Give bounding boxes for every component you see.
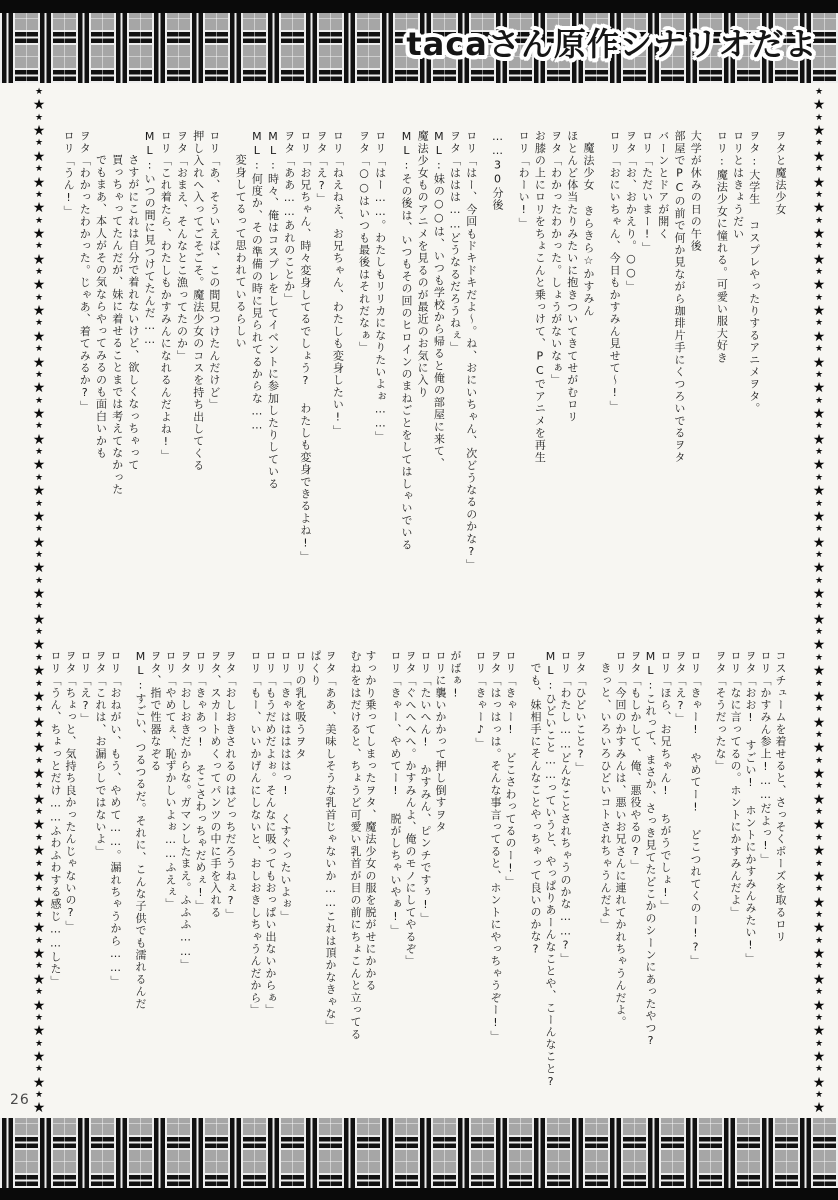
star-icon: ★: [812, 380, 826, 397]
script-line: ロリの乳を吸うヲタ: [294, 650, 307, 760]
star-icon: ★: [812, 483, 826, 500]
star-icon: ★: [812, 843, 826, 860]
star-icon: ★: [34, 421, 44, 432]
star-icon: ★: [32, 380, 46, 397]
star-icon: ★: [814, 601, 824, 612]
star-icon: ★: [34, 575, 44, 586]
script-line: ML:時々、俺はコスプレをしてイベントに参加したりしている: [266, 130, 280, 490]
star-icon: ★: [32, 740, 46, 757]
script-line: ロリ「今回のかすみんは、悪いお兄さんに連れてかれちゃうんだよ。: [614, 650, 627, 1029]
star-icon: ★: [812, 766, 826, 783]
script-line: ML:これって、まさか、さっき見てたどこかのシーンにあったやつ?: [644, 650, 657, 1049]
script-line: ML:妹の○○は、いつも学校から帰ると俺の部屋に来て、: [432, 130, 446, 470]
star-icon: ★: [32, 791, 46, 808]
star-icon: ★: [812, 740, 826, 757]
star-icon: ★: [812, 997, 826, 1014]
star-icon: ★: [814, 241, 824, 252]
script-line: 魔法少女ものアニメを見るのが最近のお気に入り: [416, 130, 430, 399]
star-icon: ★: [34, 472, 44, 483]
star-icon: ★: [32, 714, 46, 731]
star-icon: ★: [814, 447, 824, 458]
script-line: お膝の上にロリをちょこんと乗っけて、PCでアニメを再生: [533, 130, 547, 464]
star-icon: ★: [812, 97, 826, 114]
star-icon: ★: [34, 858, 44, 869]
star-icon: ★: [34, 344, 44, 355]
star-icon: ★: [814, 961, 824, 972]
script-line: ロリ「きゃー♪」: [474, 650, 487, 750]
script-line: すっかり乗ってしまったヲタ、魔法少女の服を脱がせにかかる: [364, 650, 377, 992]
star-icon: ★: [814, 1038, 824, 1049]
script-line: 買っちゃってたんだが、妹に着せることまでは考えてなかった: [110, 154, 124, 496]
star-icon: ★: [814, 318, 824, 329]
star-icon: ★: [34, 112, 44, 123]
star-icon: ★: [814, 755, 824, 766]
star-icon: ★: [814, 112, 824, 123]
star-icon: ★: [812, 560, 826, 577]
script-line: ML:何度か、その準備の時に見られてるからな……: [250, 130, 264, 433]
script-block-bottom: [40, 650, 788, 1112]
script-line: ロリ「はー、今回もドキドキだよ〜。ね、おにいちゃん、次どうなるのかな?」: [464, 130, 478, 572]
star-icon: ★: [32, 251, 46, 268]
star-icon: ★: [32, 483, 46, 500]
star-icon: ★: [814, 498, 824, 509]
script-line: ヲタ「わかったわかった。じゃあ、着てみるか?」: [78, 130, 92, 413]
script-line: ロリ「やめてぇ、恥ずかしいよぉ……ふえぇ」: [164, 650, 177, 911]
star-icon: ★: [34, 935, 44, 946]
star-icon: ★: [814, 472, 824, 483]
star-icon: ★: [812, 354, 826, 371]
star-icon: ★: [32, 586, 46, 603]
script-line: ロリ「わーい!」: [517, 130, 531, 230]
script-line: ロリ「きゃー、やめてー! 脱がしちゃいやぁ!」: [389, 650, 402, 937]
star-icon: ★: [32, 457, 46, 474]
page-number: 26: [10, 1092, 30, 1108]
star-icon: ★: [34, 215, 44, 226]
top-black-edge: [0, 0, 838, 13]
script-line: ヲタ「おしおきされるのはどっちだろうねぇ?」: [224, 650, 237, 921]
star-icon: ★: [814, 704, 824, 715]
star-icon: ★: [32, 611, 46, 628]
star-icon: ★: [812, 946, 826, 963]
star-icon: ★: [32, 1074, 46, 1091]
star-icon: ★: [814, 884, 824, 895]
star-icon: ★: [32, 971, 46, 988]
star-icon: ★: [34, 704, 44, 715]
star-icon: ★: [814, 832, 824, 843]
star-icon: ★: [32, 1023, 46, 1040]
script-line: ロリ「おにいちゃん、今日もかすみん見せて〜!」: [608, 130, 622, 413]
star-icon: ★: [812, 534, 826, 551]
script-line: ロリ「かすみん参上!……だよっ!」: [759, 650, 772, 866]
star-icon: ★: [32, 688, 46, 705]
star-icon: ★: [812, 328, 826, 345]
star-icon: ★: [32, 946, 46, 963]
star-icon: ★: [32, 843, 46, 860]
star-icon: ★: [34, 1064, 44, 1075]
star-icon: ★: [34, 832, 44, 843]
star-icon: ★: [34, 369, 44, 380]
script-line: ヲタ「え?」: [674, 650, 687, 726]
star-icon: ★: [812, 431, 826, 448]
star-icon: ★: [814, 1090, 824, 1101]
script-line: ロリに襲いかかって押し倒すヲタ: [434, 650, 447, 833]
script-line: 部屋でPCの前で何か見ながら珈琲片手にくつろいでるヲタ: [672, 130, 686, 464]
star-icon: ★: [32, 97, 46, 114]
star-icon: ★: [812, 123, 826, 140]
star-icon: ★: [812, 611, 826, 628]
script-line: ML:いつの間に見つけてたんだ……: [143, 130, 157, 348]
star-icon: ★: [812, 586, 826, 603]
star-icon: ★: [812, 817, 826, 834]
star-icon: ★: [34, 1090, 44, 1101]
script-line: でもまあ、本人がその気ならやってみるのも面白いかも: [94, 154, 108, 459]
star-icon: ★: [814, 549, 824, 560]
star-icon: ★: [32, 328, 46, 345]
star-icon: ★: [34, 652, 44, 663]
script-line: 大学が休みの日の午後: [689, 130, 703, 252]
script-line: さすがにこれは自分で着れないけど、欲しくなっちゃって: [126, 154, 140, 472]
star-icon: ★: [34, 781, 44, 792]
script-line: ロリ「あ、そういえば、この間見つけたんだけど」: [207, 130, 221, 411]
star-icon: ★: [34, 678, 44, 689]
script-line: ロリ「きゃはははははっ! くすぐったいよぉ」: [279, 650, 292, 923]
script-line: ヲタ、スカートめくってパンツの中に手を入れる: [209, 650, 222, 919]
star-icon: ★: [814, 1012, 824, 1023]
star-icon: ★: [812, 508, 826, 525]
star-icon: ★: [32, 303, 46, 320]
script-line: 変身してるって思われているらしい: [234, 154, 248, 350]
star-icon: ★: [814, 935, 824, 946]
star-icon: ★: [812, 148, 826, 165]
star-icon: ★: [814, 395, 824, 406]
script-line: ロリ「もうだめだよぉ。そんなに吸ってもおっぱい出ないからぁ」: [264, 650, 277, 1016]
star-icon: ★: [32, 508, 46, 525]
star-icon: ★: [34, 524, 44, 535]
script-line: ロリ「きゃー! どこさわってるのー!」: [504, 650, 517, 888]
script-line: ヲタ「ははは……どうなるだろうねぇ」: [448, 130, 462, 354]
star-icon: ★: [812, 868, 826, 885]
star-icon: ★: [812, 1023, 826, 1040]
star-icon: ★: [32, 148, 46, 165]
star-icon: ★: [814, 910, 824, 920]
script-line: ぱくり: [309, 650, 322, 687]
star-icon: ★: [814, 215, 824, 226]
star-icon: ★: [812, 971, 826, 988]
star-icon: ★: [814, 87, 824, 97]
star-icon: ★: [32, 894, 46, 911]
script-line: ロリ「もー、いいかげんにしないと、おしおきしちゃうんだから」: [249, 650, 262, 1016]
script-line: ヲタ「これは、お漏らしではないよ」: [94, 650, 107, 858]
star-icon: ★: [34, 987, 44, 998]
star-icon: ★: [32, 354, 46, 371]
star-icon: ★: [32, 123, 46, 140]
star-icon: ★: [814, 652, 824, 663]
script-line: ヲタ「え?」: [315, 130, 329, 206]
star-border-right: [806, 88, 832, 1116]
script-line: ヲタ:大学生 コスプレやったりするアニメヲタ。: [747, 130, 761, 415]
star-icon: ★: [34, 884, 44, 895]
script-line: ロリ「きゃー! やめてー! どこつれてくのー!?」: [689, 650, 702, 967]
star-icon: ★: [34, 241, 44, 252]
star-icon: ★: [34, 189, 44, 200]
star-icon: ★: [34, 601, 44, 612]
star-icon: ★: [32, 431, 46, 448]
star-icon: ★: [34, 395, 44, 406]
star-icon: ★: [812, 791, 826, 808]
star-icon: ★: [814, 344, 824, 355]
bottom-plaid-band: [0, 1118, 838, 1188]
star-icon: ★: [32, 534, 46, 551]
star-icon: ★: [34, 627, 44, 638]
star-icon: ★: [814, 267, 824, 278]
star-icon: ★: [34, 292, 44, 303]
script-line: でも、妹相手にそんなことやっちゃって良いのかな?: [529, 662, 542, 957]
script-line: むねをはだけると、ちょうど可愛い乳首が目の前にちょこんと立ってる: [349, 650, 362, 1041]
star-icon: ★: [812, 200, 826, 217]
star-icon: ★: [34, 755, 44, 766]
star-icon: ★: [814, 678, 824, 689]
script-line: がばぁ!: [449, 650, 462, 701]
script-line: ロリとはきょうだい: [731, 130, 745, 240]
star-icon: ★: [812, 251, 826, 268]
script-line: ML:すごい、つるつるだ。それに、こんな子供でも濡れるんだ: [134, 650, 147, 1010]
star-icon: ★: [814, 138, 824, 149]
script-line: ロリ「わたし……どんなことされちゃうのかな……?」: [559, 650, 572, 965]
script-line: ヲタ、指で性器なぞる: [149, 650, 162, 772]
star-icon: ★: [812, 303, 826, 320]
star-icon: ★: [32, 997, 46, 1014]
script-line: ヲタ「ああ、美味しそうな乳首じゃないか……これは頂かなきゃな」: [324, 650, 337, 1033]
star-icon: ★: [32, 174, 46, 191]
star-icon: ★: [812, 277, 826, 294]
star-icon: ★: [814, 164, 824, 175]
script-line: ヲタ「はっはっは。そんな事言ってると、ホントにやっちゃうぞー!」: [489, 650, 502, 1043]
script-line: コスチュームを着せると、さっそくポーズを取るロリ: [774, 650, 787, 943]
script-line: ML:その後は、いつもその回のヒロインのまねごとをしてはしゃいでいる: [399, 130, 413, 551]
star-icon: ★: [814, 1064, 824, 1075]
star-icon: ★: [34, 729, 44, 740]
star-icon: ★: [814, 781, 824, 792]
star-icon: ★: [812, 920, 826, 937]
star-icon: ★: [34, 138, 44, 149]
star-icon: ★: [32, 920, 46, 937]
star-icon: ★: [32, 560, 46, 577]
script-line: ヲタ「もしかして、俺、悪役やるの?」: [629, 650, 642, 872]
script-line: きっと、いろいろひどいコトされちゃうんだよ」: [599, 662, 612, 931]
star-icon: ★: [34, 1038, 44, 1049]
script-line: ロリ「はー……。わたしもリリカになりたいよぉ……」: [373, 130, 387, 443]
script-line: ヲタ「おお! すごい! ホントにかすみんみたい!」: [744, 650, 757, 965]
script-line: ヲタ「お、おかえり。○○」: [624, 130, 638, 293]
script-line: ヲタ「ちょっと、気持ち良かったんじゃないの?」: [64, 650, 77, 933]
star-icon: ★: [34, 87, 44, 97]
star-icon: ★: [812, 637, 826, 654]
star-icon: ★: [32, 1100, 46, 1117]
bottom-black-edge: [0, 1188, 838, 1200]
script-line: ヲタ「そうだったな」: [714, 650, 727, 772]
star-icon: ★: [812, 663, 826, 680]
star-icon: ★: [32, 766, 46, 783]
script-line: ロリ:魔法少女に憧れる。可愛い服大好き: [715, 130, 729, 364]
script-line: ヲタ「わかったわかった。しょうがないなぁ」: [549, 130, 563, 387]
star-icon: ★: [32, 200, 46, 217]
star-icon: ★: [812, 1048, 826, 1065]
star-icon: ★: [34, 447, 44, 458]
script-line: ロリ「うん!」: [62, 130, 76, 218]
script-line: ロリ「お兄ちゃん、時々変身してるでしょう? わたしも変身できるよね!」: [298, 130, 312, 563]
script-line: ほとんど体当たりみたいに抱きついてきてせがむロリ: [565, 130, 579, 423]
star-icon: ★: [34, 961, 44, 972]
banner-title: tacaさん原作シナリオだよ: [406, 25, 818, 63]
star-icon: ★: [812, 174, 826, 191]
script-line: バーンとドアが開く: [656, 130, 670, 240]
star-icon: ★: [32, 405, 46, 422]
script-line: ロリ「ただいまー!」: [640, 130, 654, 254]
script-line: ロリ「ねえねえ、お兄ちゃん、わたしも変身したい!」: [331, 130, 345, 437]
star-icon: ★: [812, 1100, 826, 1117]
script-line: ロリ「きゃあっ! そこさわっちゃだめぇ!」: [194, 650, 207, 913]
star-icon: ★: [814, 292, 824, 303]
star-icon: ★: [32, 868, 46, 885]
star-icon: ★: [814, 627, 824, 638]
star-icon: ★: [34, 318, 44, 329]
script-line: ロリ「なに言ってるの。ホントにかすみんだよ」: [729, 650, 742, 919]
star-icon: ★: [32, 637, 46, 654]
script-line: ロリ「ほら、お兄ちゃん! ちがうでしょ!」: [659, 650, 672, 913]
script-line: ヲタ「ああ……あれのことか」: [282, 130, 296, 305]
star-icon: ★: [34, 498, 44, 509]
star-icon: ★: [812, 714, 826, 731]
script-line: ヲタ「ぐへへへへ。かすみんよ、俺のモノにしてやるぞ」: [404, 650, 417, 968]
star-icon: ★: [812, 894, 826, 911]
script-line: ヲタと魔法少女: [774, 130, 787, 216]
star-icon: ★: [814, 575, 824, 586]
star-icon: ★: [32, 663, 46, 680]
star-icon: ★: [34, 807, 44, 818]
star-icon: ★: [32, 817, 46, 834]
script-block-top: [40, 130, 788, 602]
script-line: ヲタ「ひどいこと?」: [574, 650, 587, 774]
star-icon: ★: [34, 910, 44, 920]
star-icon: ★: [812, 1074, 826, 1091]
star-icon: ★: [812, 225, 826, 242]
star-icon: ★: [34, 267, 44, 278]
star-icon: ★: [812, 405, 826, 422]
script-line: ヲタ「おまえ、そんなとこ漁ってたのか」: [175, 130, 189, 362]
star-icon: ★: [34, 549, 44, 560]
star-icon: ★: [34, 164, 44, 175]
script-line: ML:ひどいこと……っていうと、やっぱりあーんなことや、こーんなこと?: [544, 650, 557, 1089]
script-line: ヲタ「○○はいつも最後はそれだなぁ」: [357, 130, 371, 354]
star-icon: ★: [814, 729, 824, 740]
script-line: 魔法少女 きらきら☆かすみん: [581, 142, 595, 317]
star-icon: ★: [32, 277, 46, 294]
star-icon: ★: [32, 1048, 46, 1065]
star-icon: ★: [812, 688, 826, 705]
star-icon: ★: [814, 858, 824, 869]
star-icon: ★: [812, 457, 826, 474]
star-icon: ★: [814, 189, 824, 200]
script-line: ロリ「これ着たら、わたしもかすみんになれるんだよね!」: [159, 130, 173, 462]
star-icon: ★: [32, 225, 46, 242]
script-line: ロリ「え?」: [79, 650, 92, 726]
star-icon: ★: [34, 1012, 44, 1023]
script-line: ロリ「うん、ちょっとだけ……ふわふわする感じ……した」: [49, 650, 62, 988]
script-line: ヲタ「おしおきだからな。ガマンしたまえ。ふふふ……」: [179, 650, 192, 972]
star-icon: ★: [814, 421, 824, 432]
script-line: ロリ「おねがい、もう、やめて……。漏れちゃうから……」: [109, 650, 122, 988]
star-icon: ★: [814, 987, 824, 998]
script-line: ロリ「たいへん! かすみん、ピンチですぅ!」: [419, 650, 432, 925]
star-icon: ★: [814, 807, 824, 818]
star-icon: ★: [814, 524, 824, 535]
script-line: 押し入れへ入ってごそごそ。魔法少女のコスを持ち出してくる: [191, 130, 205, 472]
script-line: ……30分後: [490, 130, 504, 212]
star-icon: ★: [814, 369, 824, 380]
